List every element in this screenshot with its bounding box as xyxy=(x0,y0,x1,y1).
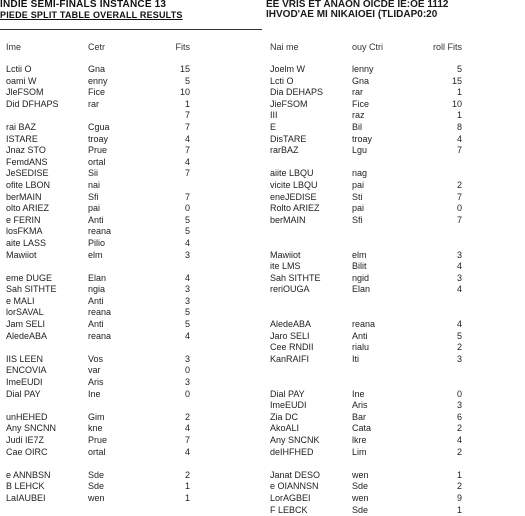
cell-name: KanRAIFI xyxy=(270,353,310,364)
cell-name: ENCOVIA xyxy=(6,365,47,376)
table-row xyxy=(0,389,262,401)
cell-team: Bil xyxy=(352,121,363,132)
cell-fits: 4 xyxy=(184,330,190,341)
cell-team: Elan xyxy=(352,284,371,295)
cell-team: Cata xyxy=(352,423,372,434)
table-row xyxy=(0,458,262,470)
table-row xyxy=(0,493,262,505)
cell-fits: 2 xyxy=(456,423,462,434)
cell-fits: 1 xyxy=(456,87,462,98)
cell-team: wen xyxy=(352,492,369,503)
cell-name: unHEHED xyxy=(6,411,48,422)
cell-name: eneJEDISE xyxy=(270,191,317,202)
table-row xyxy=(0,481,262,493)
table-row xyxy=(0,180,262,192)
table-row xyxy=(266,400,525,412)
cell-name: deIHFHED xyxy=(270,446,314,457)
table-row xyxy=(0,87,262,99)
table-row xyxy=(266,192,525,204)
cell-name: JieFSOM xyxy=(270,98,308,109)
cell-name: oami W xyxy=(6,75,37,86)
table-row xyxy=(0,110,262,122)
cell-name: e FERIN xyxy=(6,214,41,225)
cell-fits: 1 xyxy=(184,492,190,503)
cell-fits: 7 xyxy=(456,145,462,156)
cell-name: vicite LBQU xyxy=(270,179,318,190)
cell-name: Sah SITHTE xyxy=(270,272,321,283)
table-row xyxy=(266,296,525,308)
cell-fits: 4 xyxy=(184,272,190,283)
table-row xyxy=(266,261,525,273)
col-header-team: Cetr xyxy=(88,42,106,52)
cell-team: pai xyxy=(88,203,101,214)
table-row xyxy=(0,122,262,134)
cell-name: e OIANNSN xyxy=(270,481,319,492)
table-row xyxy=(266,342,525,354)
cell-fits: 3 xyxy=(456,353,462,364)
cell-fits: 5 xyxy=(184,75,190,86)
cell-team: Gna xyxy=(88,64,106,74)
cell-team: Anti xyxy=(88,214,104,225)
cell-fits: 4 xyxy=(456,435,462,445)
table-row xyxy=(0,307,262,319)
cell-fits: 15 xyxy=(451,75,462,86)
page-title-left xyxy=(0,0,262,21)
cell-team: Bilit xyxy=(352,261,367,272)
cell-name: Dial PAY xyxy=(270,388,305,399)
cell-fits: 7 xyxy=(184,145,190,156)
cell-name: AkoALI xyxy=(270,423,300,434)
cell-team: elm xyxy=(352,249,367,260)
cell-name: e MALI xyxy=(6,295,35,306)
cell-fits: 10 xyxy=(179,87,190,98)
results-table-left xyxy=(0,42,262,505)
cell-name: Cae OIRC xyxy=(6,446,48,457)
cell-team: ngia xyxy=(88,284,106,295)
cell-fits: 8 xyxy=(456,121,462,132)
cell-name: Did DFHAPS xyxy=(6,98,59,109)
cell-name: III xyxy=(270,110,278,121)
table-row xyxy=(266,76,525,88)
cell-fits: 3 xyxy=(456,249,462,260)
table-row xyxy=(0,134,262,146)
table-row xyxy=(0,157,262,169)
cell-team: Pilio xyxy=(88,237,106,248)
table-row xyxy=(0,145,262,157)
col-header-name: Nai me xyxy=(270,42,299,52)
table-row xyxy=(266,423,525,435)
table-row xyxy=(0,423,262,435)
cell-name: eme DUGE xyxy=(6,272,53,283)
table-row xyxy=(0,238,262,250)
table-row xyxy=(266,389,525,401)
col-header-name: Ime xyxy=(6,42,22,52)
table-row xyxy=(0,365,262,377)
cell-name: B LEHCK xyxy=(6,481,45,492)
cell-fits: 7 xyxy=(184,110,190,121)
cell-team: Vos xyxy=(88,353,104,364)
table-row xyxy=(266,226,525,238)
cell-fits: 3 xyxy=(456,272,462,283)
cell-fits: 1 xyxy=(456,469,462,480)
table-row xyxy=(266,250,525,262)
table-row xyxy=(266,505,525,516)
cell-team: rar xyxy=(88,98,99,109)
table-row xyxy=(266,284,525,296)
table-row xyxy=(0,64,262,76)
cell-fits: 4 xyxy=(184,237,190,248)
table-row xyxy=(0,284,262,296)
cell-name: olto ARIEZ xyxy=(6,203,50,214)
cell-team: Cgua xyxy=(88,121,110,132)
cell-team: Fice xyxy=(352,98,370,109)
cell-name: IIS LEEN xyxy=(6,353,44,364)
table-row xyxy=(266,215,525,227)
table-row xyxy=(266,203,525,215)
table-row xyxy=(0,296,262,308)
table-row xyxy=(266,331,525,343)
cell-team: reana xyxy=(88,226,112,237)
cell-fits: 1 xyxy=(456,110,462,121)
table-header-right xyxy=(266,42,525,64)
cell-team: rialu xyxy=(352,342,370,353)
cell-name: rai BAZ xyxy=(6,121,37,132)
cell-team: elm xyxy=(88,249,103,260)
cell-fits: 7 xyxy=(184,168,190,179)
table-row xyxy=(0,435,262,447)
cell-name: LorAGBEI xyxy=(270,492,311,503)
cell-team: Lim xyxy=(352,446,367,457)
cell-fits: 0 xyxy=(184,388,190,399)
cell-team: reana xyxy=(88,330,112,341)
table-row xyxy=(266,273,525,285)
table-row xyxy=(266,470,525,482)
cell-name: Dia DEHAPS xyxy=(270,87,324,98)
cell-name: e ANNBSN xyxy=(6,469,51,480)
cell-fits: 7 xyxy=(456,191,462,202)
table-row xyxy=(266,354,525,366)
cell-fits: 7 xyxy=(184,121,190,132)
cell-team: Gna xyxy=(352,75,370,86)
table-row xyxy=(266,458,525,470)
table-row xyxy=(266,412,525,424)
cell-fits: 0 xyxy=(184,365,190,376)
table-row xyxy=(266,377,525,389)
cell-team: kne xyxy=(88,423,103,434)
cell-team: enny xyxy=(88,75,108,86)
table-row xyxy=(266,157,525,169)
table-row xyxy=(266,145,525,157)
table-row xyxy=(0,99,262,111)
cell-team: Sde xyxy=(352,481,369,492)
table-row xyxy=(266,180,525,192)
cell-fits: 2 xyxy=(456,342,462,353)
cell-name: Mawiiot xyxy=(6,249,37,260)
cell-name: reriOUGA xyxy=(270,284,310,295)
cell-fits: 4 xyxy=(184,133,190,144)
cell-fits: 9 xyxy=(456,492,462,503)
cell-team: reana xyxy=(88,307,112,318)
cell-name: JleFSOM xyxy=(6,87,44,98)
table-row xyxy=(266,307,525,319)
cell-name: Joelm W xyxy=(270,64,306,74)
title-left-line1: INDIE SEMI-FINALS INSTANCE 13 xyxy=(0,0,167,10)
cell-fits: 2 xyxy=(184,469,190,480)
cell-team: pai xyxy=(352,179,365,190)
table-header-left xyxy=(0,42,262,64)
cell-fits: 4 xyxy=(456,284,462,295)
title-right-line2: IHVOD'AE MI NIKAIOEI (TLIDAP0:20 xyxy=(266,9,438,20)
table-row xyxy=(266,447,525,459)
cell-fits: 3 xyxy=(184,377,190,388)
table-row xyxy=(0,412,262,424)
col-header-team: ouy Ctri xyxy=(352,42,384,52)
cell-team: Iti xyxy=(352,353,360,364)
cell-team: nag xyxy=(352,168,368,179)
cell-team: rar xyxy=(352,87,363,98)
cell-fits: 3 xyxy=(184,353,190,364)
table-row xyxy=(0,203,262,215)
table-row xyxy=(266,87,525,99)
table-row xyxy=(0,250,262,262)
cell-fits: 5 xyxy=(184,226,190,237)
cell-name: ISTARE xyxy=(6,133,38,144)
cell-fits: 3 xyxy=(184,295,190,306)
cell-fits: 3 xyxy=(184,249,190,260)
table-row xyxy=(266,122,525,134)
cell-team: Ine xyxy=(88,388,101,399)
cell-team: Sfi xyxy=(88,191,99,202)
cell-name: Judi IE7Z xyxy=(6,435,45,445)
cell-name: aiite LBQU xyxy=(270,168,314,179)
cell-fits: 2 xyxy=(456,481,462,492)
cell-name: Any SNCNN xyxy=(6,423,57,434)
cell-team: lkre xyxy=(352,435,367,445)
cell-team: Elan xyxy=(88,272,107,283)
cell-fits: 5 xyxy=(456,64,462,74)
cell-name: ofite LBON xyxy=(6,179,51,190)
cell-name: Lcti O xyxy=(270,75,294,86)
cell-fits: 4 xyxy=(456,319,462,330)
cell-name: F LEBCK xyxy=(270,504,308,515)
cell-name: Dial PAY xyxy=(6,388,41,399)
cell-fits: 4 xyxy=(456,133,462,144)
cell-fits: 5 xyxy=(456,330,462,341)
cell-fits: 2 xyxy=(184,411,190,422)
cell-fits: 0 xyxy=(456,203,462,214)
table-row xyxy=(0,354,262,366)
cell-team: Anti xyxy=(352,330,368,341)
cell-fits: 3 xyxy=(456,400,462,411)
cell-team: var xyxy=(88,365,101,376)
table-row xyxy=(0,319,262,331)
cell-name: AledeABA xyxy=(6,330,48,341)
table-row xyxy=(0,447,262,459)
cell-team: Sfi xyxy=(352,214,363,225)
cell-name: berMAIN xyxy=(270,214,306,225)
cell-team: Sde xyxy=(88,469,105,480)
table-row xyxy=(266,168,525,180)
cell-team: raz xyxy=(352,110,365,121)
cell-team: lenny xyxy=(352,64,374,74)
cell-name: DisTARE xyxy=(270,133,307,144)
table-row xyxy=(266,319,525,331)
table-row xyxy=(0,76,262,88)
cell-name: FemdANS xyxy=(6,156,48,167)
cell-fits: 5 xyxy=(184,214,190,225)
cell-team: Anti xyxy=(88,319,104,330)
cell-name: Cee RNDII xyxy=(270,342,314,353)
table-row xyxy=(266,365,525,377)
cell-fits: 2 xyxy=(456,446,462,457)
cell-name: aite LASS xyxy=(6,237,47,248)
table-row xyxy=(0,470,262,482)
cell-name: Any SNCNK xyxy=(270,435,320,445)
table-body-right xyxy=(266,64,525,516)
cell-team: troay xyxy=(352,133,373,144)
cell-fits: 6 xyxy=(456,411,462,422)
cell-name: Jnaz STO xyxy=(6,145,46,156)
cell-fits: 7 xyxy=(456,214,462,225)
table-body-left xyxy=(0,64,262,505)
cell-team: Sii xyxy=(88,168,99,179)
table-row xyxy=(266,64,525,76)
cell-fits: 5 xyxy=(184,319,190,330)
cell-team: nai xyxy=(88,179,101,190)
col-header-fits: roll Fits xyxy=(433,42,462,52)
cell-team: ortal xyxy=(88,446,106,457)
cell-name: Sah SITHTE xyxy=(6,284,57,295)
cell-name: ImeEUDI xyxy=(6,377,43,388)
col-header-fits: Fits xyxy=(175,42,190,52)
title-left-line2: PIEDE SPLIT TABLE OVERALL RESULTS xyxy=(0,10,183,20)
cell-team: Sde xyxy=(352,504,369,515)
cell-name: Mawiiot xyxy=(270,249,301,260)
cell-fits: 3 xyxy=(184,284,190,295)
cell-name: Rolto ARIEZ xyxy=(270,203,320,214)
cell-team: Aris xyxy=(352,400,368,411)
cell-name: losFKMA xyxy=(6,226,43,237)
cell-name: ImeEUDI xyxy=(270,400,307,411)
table-row xyxy=(266,110,525,122)
cell-name: AledeABA xyxy=(270,319,312,330)
cell-fits: 4 xyxy=(184,446,190,457)
table-row xyxy=(0,342,262,354)
cell-fits: 4 xyxy=(184,156,190,167)
cell-team: Prue xyxy=(88,435,108,445)
cell-fits: 7 xyxy=(184,191,190,202)
cell-fits: 0 xyxy=(184,203,190,214)
table-row xyxy=(266,481,525,493)
cell-team: ortal xyxy=(88,156,106,167)
cell-name: Jaro SELI xyxy=(270,330,310,341)
title-right-line1: EE VRIS ET ANAON OICDE IE:OE 1112 xyxy=(266,0,449,10)
cell-name: LaIAUBEI xyxy=(6,492,46,503)
page-title-right xyxy=(266,0,525,20)
cell-team: troay xyxy=(88,133,109,144)
cell-team: wen xyxy=(352,469,369,480)
cell-team: Anti xyxy=(88,295,104,306)
table-row xyxy=(0,261,262,273)
cell-team: Sde xyxy=(88,481,105,492)
cell-fits: 10 xyxy=(451,98,462,109)
results-table-right xyxy=(266,42,525,516)
cell-team: Lgu xyxy=(352,145,368,156)
cell-fits: 1 xyxy=(184,481,190,492)
cell-team: Prue xyxy=(88,145,108,156)
table-row xyxy=(266,134,525,146)
table-row xyxy=(0,192,262,204)
table-row xyxy=(0,377,262,389)
table-row xyxy=(266,493,525,505)
cell-fits: 4 xyxy=(184,423,190,434)
cell-name: JeSEDISE xyxy=(6,168,49,179)
table-row xyxy=(0,331,262,343)
title-divider xyxy=(0,29,262,30)
cell-team: ngid xyxy=(352,272,370,283)
cell-name: E xyxy=(270,121,277,132)
cell-team: reana xyxy=(352,319,376,330)
cell-team: Fice xyxy=(88,87,106,98)
cell-team: Aris xyxy=(88,377,104,388)
cell-team: Gim xyxy=(88,411,105,422)
cell-name: ite LMS xyxy=(270,261,301,272)
cell-name: lorSAVAL xyxy=(6,307,44,318)
cell-fits: 1 xyxy=(456,504,462,515)
table-row xyxy=(0,400,262,412)
cell-fits: 2 xyxy=(456,179,462,190)
cell-name: Jam SELI xyxy=(6,319,46,330)
cell-fits: 5 xyxy=(184,307,190,318)
cell-fits: 4 xyxy=(456,261,462,272)
cell-fits: 0 xyxy=(456,388,462,399)
cell-team: Ine xyxy=(352,388,365,399)
cell-team: wen xyxy=(88,492,105,503)
table-row xyxy=(0,168,262,180)
cell-team: Sti xyxy=(352,191,363,202)
table-row xyxy=(266,99,525,111)
cell-fits: 7 xyxy=(184,435,190,445)
cell-name: Zia DC xyxy=(270,411,299,422)
table-row xyxy=(0,226,262,238)
cell-fits: 1 xyxy=(184,98,190,109)
cell-name: rarBAZ xyxy=(270,145,299,156)
table-row xyxy=(0,215,262,227)
table-row xyxy=(266,435,525,447)
cell-team: pai xyxy=(352,203,365,214)
cell-team: Bar xyxy=(352,411,367,422)
table-row xyxy=(266,238,525,250)
table-row xyxy=(0,273,262,285)
cell-name: Lctii O xyxy=(6,64,32,74)
cell-name: Janat DESO xyxy=(270,469,321,480)
cell-fits: 15 xyxy=(179,64,190,74)
cell-name: berMAIN xyxy=(6,191,42,202)
